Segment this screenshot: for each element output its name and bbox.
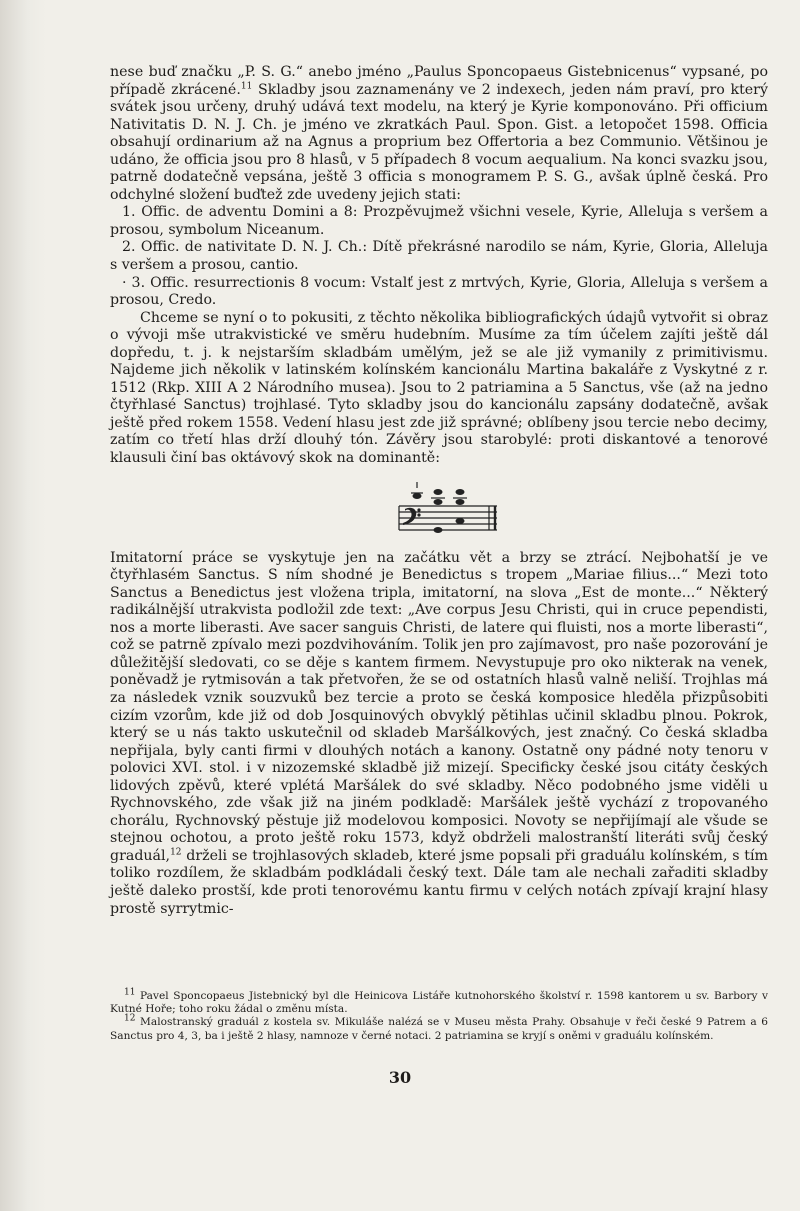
note-head: [456, 489, 465, 495]
note-head: [434, 489, 443, 495]
bass-clef-dot: [417, 513, 420, 516]
bass-clef-dot: [417, 508, 420, 511]
list-item-3: · 3. Offic. resurrectionis 8 vocum: Vstalť jest z mrtvých, Kyrie, Gloria, Alleluja s veršem a prosou, Credo.: [110, 274, 768, 309]
page-gutter-shadow: [0, 0, 46, 1211]
paragraph-3: Imitatorní práce se vyskytuje jen na začátku vět a brzy se ztrácí. Nejbohatší je ve čtyřhlasém Sanctus. S ním shodné je Benedictus s tropem „Mariae filius...“ Mezi toto Sanctus a Benedictus jest vložena tripla, imitatorní, na slova „Est de monte...“ Některý radikálnější utrakvista podložil zde text: „Ave corpus Jesu Christi, qui in cruce pependisti, nos a morte liberasti. Ave sacer sanguis Christi, de latere qui fluisti, nos a morte liberasti“, což se patrně zpívalo mezi pozdvihováním. Tolik jen pro zajímavost, pro naše pozorování je důležitější sledovati, co se děje s kantem firmem. Nevystupuje pro oko nikterak na venek, poněvadž je rytmisován a tak přetvořen, že se od ostatních hlasů valně neliší. Trojhlas má za následek vznik souzvuků bez tercie a proto se česká komposice hleděla přizpůsobiti cizím vzorům, kde již od dob Josquinových obvyklý pětihlas učinil skladbu plnou. Pokrok, který se u nás takto uskutečnil od skladeb Maršálkových, jest značný. Co česká skladba nepřijala, byly canti firmi v dlouhých notách a kanony. Ostatně ony pádné noty tenoru v polovici XVI. stol. i v nizozemské skladbě již mizejí. Specificky české jsou citáty českých lidových zpěvů, které vplétá Maršálek do své skladby. Něco podobného jsme viděli u Rychnovského, zde však již na jiném podkladě: Maršálek ještě vychází z tropovaného chorálu, Rychnovský pěstuje již modelovou komposici. Novoty se nepřijímají ale všude se stejnou ochotou, a proto ještě roku 1573, když obdrželi malostranští literáti svůj český graduál,$^{12}$ drželi se trojhlasových skladeb, které jsme popsali při graduálu kolínském, s tím toliko rozdílem, že skladbám podkládali český text. Dále tam ale nechali zařaditi skladby ještě daleko prostší, kde proti tenorovému kantu firmu v celých notách zpívají krajní hlasy prostě syrrytmic-: [110, 549, 768, 917]
note-head: [434, 499, 443, 505]
paragraph-1: nese buď značku „P. S. G.“ anebo jméno „Paulus Sponcopaeus Gistebnicenus“ vypsané, po případě zkrácené.$^{11}$ Skladby jsou zaznamenány ve 2 indexech, jeden nám praví, pro který svátek jsou určeny, druhý udává text modelu, na který je Kyrie komponováno. Při officium Nativitatis D. N. J. Ch. je jméno ve zkratkách Paul. Spon. Gist. a letopočet 1598. Officia obsahují ordinarium až na Agnus a proprium bez Offertoria a bez Communio. Většinou je udáno, že officia jsou pro 8 hlasů, v 5 případech 8 vocum aequalium. Na konci svazku jsou, patrně dodatečně vepsána, ještě 3 officia s monogramem P. S. G., avšak úplně česká. Pro odchylné složení buďtež zde uvedeny jejich stati:: [110, 64, 768, 203]
page-number: 30: [388, 1068, 412, 1087]
list-item-1: 1. Offic. de adventu Domini a 8: Prozpěvujmež všichni vesele, Kyrie, Alleluja s veršem a prosou, symbolum Niceanum.: [110, 204, 768, 238]
main-text: [110, 64, 768, 918]
note-head: [456, 499, 465, 505]
footnotes: [110, 987, 768, 1043]
footnote-ref-12: 12: [170, 847, 182, 858]
music-example: [110, 472, 768, 542]
footnote-12: $^{12}$ Malostranský graduál z kostela sv. Mikuláše nalézá se v Museu města Prahy. Obsahuje v řeči české 9 Patrem a 6 Sanctus pro 4, 3, ba i ještě 2 hlasy, namnoze v černé notaci. 2 patriamina se kryjí s oněmi v graduálu kolínském.: [110, 1013, 768, 1042]
list-item-2: 2. Offic. de nativitate D. N. J. Ch.: Dítě překrásné narodilo se nám, Kyrie, Gloria, Alleluja s veršem a prosou, cantio.: [110, 239, 768, 274]
footnote-ref-11: 11: [240, 80, 253, 91]
note-head: [413, 493, 422, 499]
paragraph-2: Chceme se nyní o to pokusiti, z těchto několika bibliografických údajů vytvořit si obraz o vývoji mše utrakvistické ve směru hudebním. Musíme za tím účelem zajíti ještě dál dopředu, t. j. k nejstarším skladbám umělým, jež se ale již vymanily z primitivismu. Najdeme jich několik v latinském kolínském kancionálu Martina bakaláře z Vyskytné z r. 1512 (Rkp. XIII A 2 Národního musea). Jsou to 2 patriamina a 5 Sanctus, vše (až na jedno čtyřhlasé Sanctus) trojhlasé. Tyto skladby jsou do kancionálu zapsány dodatečně, avšak ještě před rokem 1558. Vedení hlasu jest zde již správné; oblíbeny jsou tercie nebo decimy, zatím co třetí hlas drží dlouhý tón. Závěry jsou starobylé: proti diskantové a tenorové klausuli činí bas oktávový skok na dominantě:: [110, 309, 768, 467]
music-notation-figure: [339, 472, 539, 542]
note-head: [434, 527, 443, 533]
note-head: [456, 518, 465, 524]
bass-clef-icon: [403, 507, 416, 524]
footnote-11: $^{11}$ Pavel Sponcopaeus Jistebnický byl dle Heinicova Listáře kutnohorského školství r. 1598 kantorem u sv. Barbory v Kutné Hoře; toho roku žádal o změnu místa.: [110, 987, 768, 1016]
